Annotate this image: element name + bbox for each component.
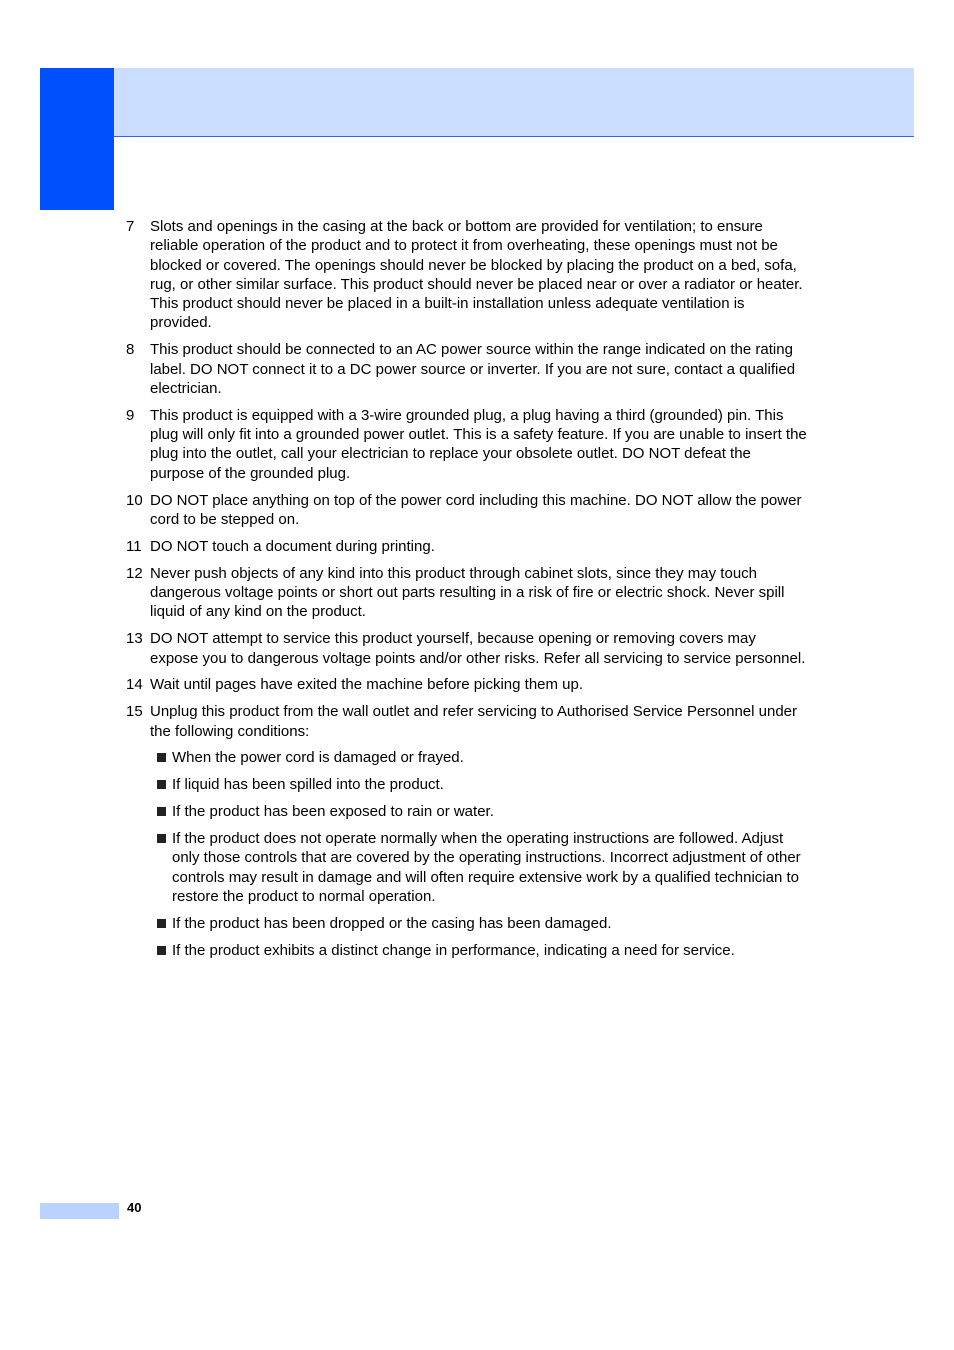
- list-item-8: [126, 340, 808, 398]
- item-text: Wait until pages have exited the machine before picking them up.: [150, 676, 584, 694]
- bullet-item: [156, 748, 808, 767]
- bullet-item: [156, 829, 808, 906]
- item-text: DO NOT place anything on top of the power cord including this machine. DO NOT allow the power cord to be stepped on.: [150, 491, 802, 528]
- item-number: 13: [126, 630, 143, 648]
- bullet-item: [156, 775, 808, 794]
- item-number: 9: [126, 406, 135, 424]
- bullet-text: If liquid has been spilled into the product.: [172, 776, 444, 794]
- page-number: 40: [127, 1200, 142, 1215]
- bullet-text: If the product has been exposed to rain or water.: [172, 803, 494, 821]
- list-item-15: [126, 702, 808, 741]
- list-item-9: [126, 406, 808, 483]
- square-bullet-icon: [156, 941, 172, 960]
- item-number: 15: [126, 703, 143, 721]
- item-text: This product is equipped with a 3-wire grounded plug, a plug having a third (grounded) pin. This plug will only fit into a grounded power outlet. This is a safety feature. If you are unable to insert the plug into the outlet, call your electrician to replace your obsolete outlet. DO NOT defeat the purpose of the grounded plug.: [150, 406, 807, 482]
- square-bullet-icon: [156, 802, 172, 821]
- header-band: [114, 68, 914, 137]
- bullet-text: If the product exhibits a distinct change in performance, indicating a need for service.: [172, 941, 735, 959]
- item-text: DO NOT attempt to service this product yourself, because opening or removing covers may expose you to dangerous voltage points and/or other risks. Refer all servicing to service personnel.: [150, 630, 806, 667]
- safety-instructions: [126, 217, 808, 968]
- item-number: 14: [126, 676, 143, 694]
- list-item-11: [126, 537, 808, 556]
- bullet-text: If the product has been dropped or the casing has been damaged.: [172, 914, 612, 932]
- item-text: Never push objects of any kind into this product through cabinet slots, since they may touch dangerous voltage points or short out parts resulting in a risk of fire or electric shock. Never spill liquid of any kind on the product.: [150, 564, 785, 621]
- item-number: 8: [126, 341, 135, 359]
- chapter-tab: [40, 68, 114, 210]
- list-item-14: [126, 675, 808, 694]
- bullet-text: When the power cord is damaged or frayed.: [172, 749, 464, 767]
- item-number: 10: [126, 491, 143, 509]
- bullet-item: [156, 802, 808, 821]
- item-text: Unplug this product from the wall outlet and refer servicing to Authorised Service Personnel under the following conditions:: [150, 703, 798, 740]
- bullet-item: [156, 914, 808, 933]
- item-number: 7: [126, 218, 135, 235]
- footer-bar: [40, 1203, 119, 1219]
- square-bullet-icon: [156, 748, 172, 767]
- list-item-7: [126, 217, 808, 333]
- item-text: DO NOT touch a document during printing.: [150, 537, 435, 555]
- conditions-list: [156, 748, 808, 960]
- item-number: 11: [126, 537, 142, 555]
- list-item-10: [126, 491, 808, 530]
- bullet-item: [156, 941, 808, 960]
- list-item-12: [126, 564, 808, 622]
- list-item-13: [126, 629, 808, 668]
- item-text: This product should be connected to an AC power source within the range indicated on the rating label. DO NOT connect it to a DC power source or inverter. If you are not sure, contact a qualified electrician.: [150, 341, 796, 397]
- square-bullet-icon: [156, 775, 172, 794]
- bullet-text: If the product does not operate normally when the operating instructions are followed. Adjust only those controls that are covered by the operating instructions. Incorrect adjustment of other controls may result in damage and will often require extensive work by a qualified technician to restore the product to normal operation.: [172, 830, 801, 906]
- square-bullet-icon: [156, 829, 172, 906]
- square-bullet-icon: [156, 914, 172, 933]
- item-text: Slots and openings in the casing at the back or bottom are provided for ventilation; to ensure reliable operation of the product and to protect it from overheating, these openings must not be blocked or covered. The openings should never be blocked by placing the product on a bed, sofa, rug, or other similar surface. This product should never be placed near or over a radiator or heater. This product should never be placed in a built-in installation unless adequate ventilation is provided.: [150, 218, 803, 332]
- item-number: 12: [126, 564, 143, 582]
